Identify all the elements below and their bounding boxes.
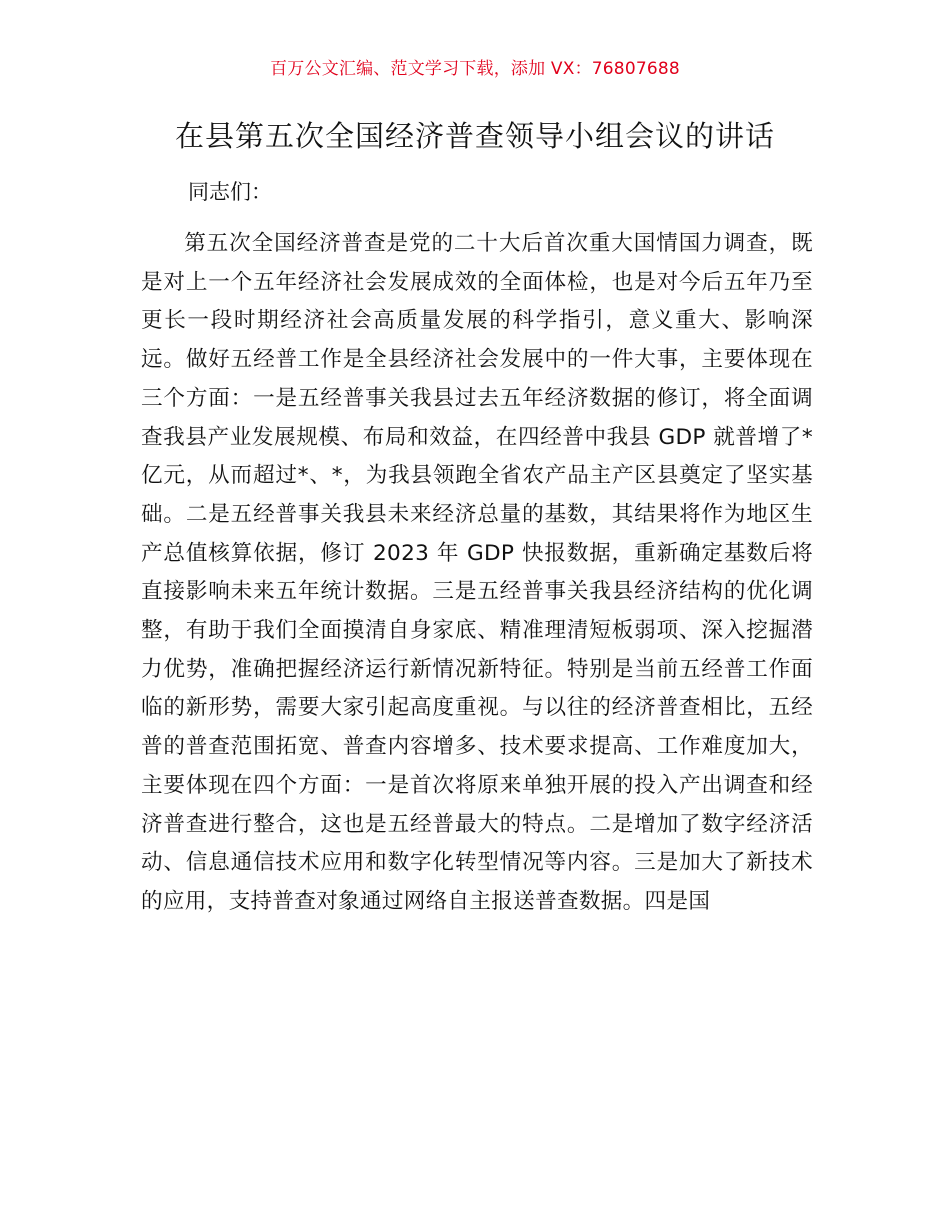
body-paragraph: 第五次全国经济普查是党的二十大后首次重大国情国力调查，既是对上一个五年经济社会发展成效的全面体检，也是对今后五年乃至更长一段时期经济社会高质量发展的科学指引，意义重大、影响深远。做好五经普工作是全县经济社会发展中的一件大事，主要体现在三个方面：一是五经普事关我县过去五年经济数据的修订，将全面调查我县产业发展规模、布局和效益，在四经普中我县 GDP 就普增了*亿元，从而超过*、*，为我县领跑全省农产品主产区县奠定了坚实基础。二是五经普事关我县未来经济总量的基数，其结果将作为地区生产总值核算依据，修订 2023 年 GDP 快报数据，重新确定基数后将直接影响未来五年统计数据。三是五经普事关我县经济结构的优化调整，有助于我们全面摸清自身家底、精准理清短板弱项、深入挖掘潜力优势，准确把握经济运行新情况新特征。特别是当前五经普工作面临的新形势，需要大家引起高度重视。与以往的经济普查相比，五经普的普查范围拓宽、普查内容增多、技术要求提高、工作难度加大，主要体现在四个方面：一是首次将原来单独开展的投入产出调查和经济普查进行整合，这也是五经普最大的特点。二是增加了数字经济活动、信息通信技术应用和数字化转型情况等内容。三是加大了新技术的应用，支持普查对象通过网络自主报送普查数据。四是国 xyxy=(141,231,813,914)
salutation: 同志们： xyxy=(188,180,272,204)
page-title: 在县第五次全国经济普查领导小组会议的讲话 xyxy=(174,119,775,153)
download-banner: 百万公文汇编、范文学习下载，添加 VX：76807688 xyxy=(270,59,680,79)
